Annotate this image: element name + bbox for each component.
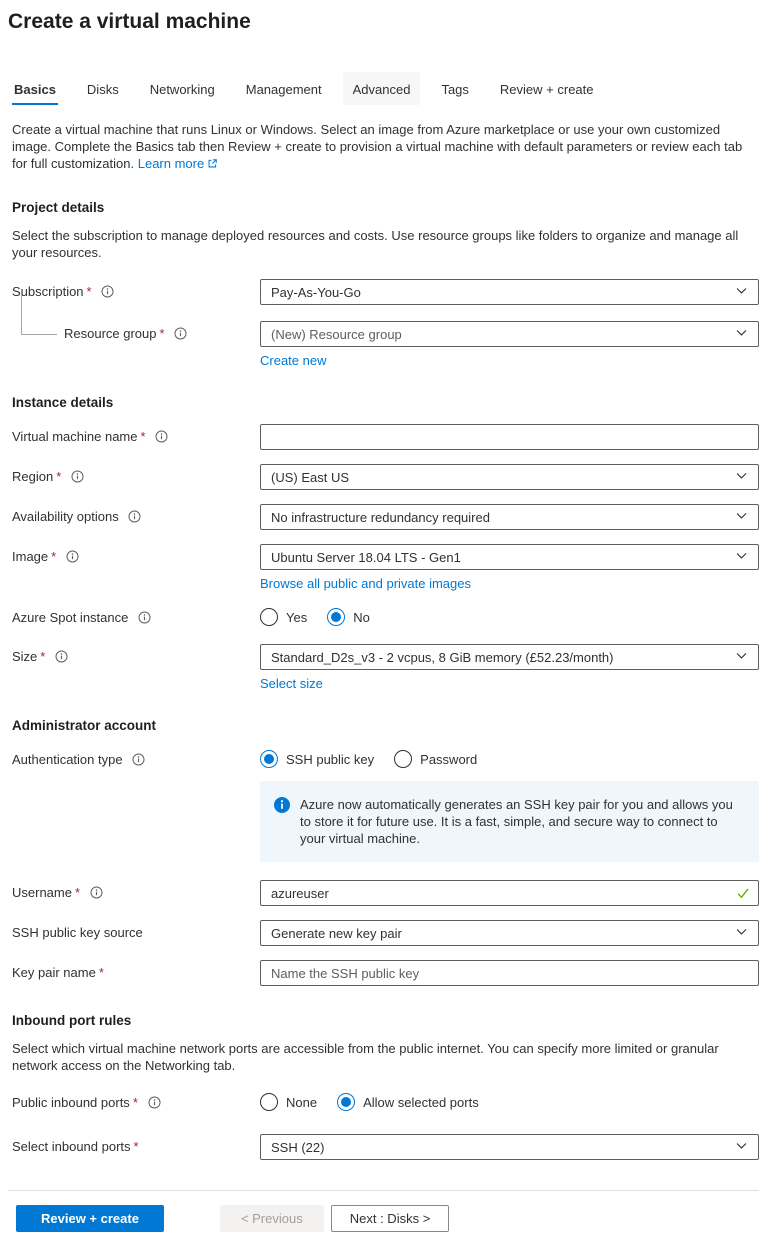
tab-basics[interactable]: Basics	[12, 72, 58, 105]
username-row	[12, 880, 759, 906]
required-marker: *	[98, 965, 104, 980]
username-input[interactable]	[260, 880, 759, 906]
image-select[interactable]	[260, 544, 759, 570]
select-inbound-ports-label: Select inbound ports	[12, 1139, 131, 1154]
instance-details-heading: Instance details	[12, 395, 114, 410]
auth-option-ssh-key[interactable]	[260, 750, 374, 768]
availability-options-info-icon[interactable]	[128, 510, 141, 526]
valid-check-icon	[736, 886, 750, 903]
azure-spot-control-cell	[260, 605, 759, 627]
public-inbound-ports-control-cell	[260, 1090, 759, 1112]
vm-name-control-cell	[260, 424, 759, 450]
chevron-down-icon	[735, 326, 748, 342]
required-marker: *	[56, 469, 62, 484]
resource-group-label-cell	[12, 321, 260, 368]
region-label-cell	[12, 464, 260, 490]
azure-spot-row	[12, 605, 759, 627]
size-row	[12, 644, 759, 691]
chevron-down-icon	[735, 925, 748, 941]
region-row	[12, 464, 759, 490]
required-marker: *	[51, 549, 57, 564]
ssh-key-source-control-cell	[260, 920, 759, 946]
public-inbound-ports-row	[12, 1090, 759, 1112]
intro-body: Create a virtual machine that runs Linux or Windows. Select an image from Azure marketplace or use your own customized image. Complete the Basics tab then Review + create to provision a virtual machine with default parameters or review each tab for full customization.	[12, 122, 743, 171]
subscription-row	[12, 279, 759, 305]
select-inbound-ports-label-cell	[12, 1134, 260, 1160]
resource-group-value: (New) Resource group	[271, 326, 402, 342]
project-details-heading: Project details	[12, 200, 105, 215]
size-label: Size	[12, 649, 38, 664]
size-value: Standard_D2s_v3 - 2 vcpus, 8 GiB memory (£52.23/month)	[271, 649, 614, 665]
external-link-icon	[207, 157, 218, 172]
resource-group-connector	[21, 294, 57, 335]
chevron-down-icon	[735, 549, 748, 565]
key-pair-name-label-cell	[12, 960, 260, 986]
azure-spot-option-no[interactable]	[327, 608, 370, 626]
inbound-allow-selected-label: Allow selected ports	[363, 1094, 479, 1110]
subscription-value: Pay-As-You-Go	[271, 284, 361, 300]
chevron-down-icon	[735, 649, 748, 665]
image-label-cell	[12, 544, 260, 591]
region-info-icon[interactable]	[71, 470, 84, 486]
vm-name-label-cell	[12, 424, 260, 450]
subscription-label: Subscription	[12, 284, 84, 299]
image-row	[12, 544, 759, 591]
size-select[interactable]	[260, 644, 759, 670]
ssh-key-source-select[interactable]	[260, 920, 759, 946]
ssh-info-box	[260, 781, 759, 862]
ssh-info-row	[12, 779, 759, 870]
required-marker: *	[133, 1139, 139, 1154]
ssh-key-source-label: SSH public key source	[12, 925, 143, 940]
key-pair-name-label: Key pair name	[12, 965, 96, 980]
vm-name-input[interactable]	[260, 424, 759, 450]
basics-form	[12, 279, 759, 1160]
availability-options-select[interactable]	[260, 504, 759, 530]
subscription-select[interactable]	[260, 279, 759, 305]
tab-review-create[interactable]: Review + create	[499, 82, 594, 97]
tab-disks[interactable]: Disks	[86, 82, 119, 97]
learn-more-label: Learn more	[137, 156, 205, 171]
ssh-key-source-value: Generate new key pair	[271, 925, 402, 941]
username-label: Username	[12, 885, 72, 900]
azure-spot-option-yes[interactable]	[260, 608, 307, 626]
resource-group-row	[12, 321, 759, 368]
wizard-footer	[8, 1190, 759, 1248]
tab-advanced[interactable]: Advanced	[343, 72, 421, 105]
select-inbound-ports-value: SSH (22)	[271, 1139, 325, 1155]
vm-name-label: Virtual machine name	[12, 429, 138, 444]
select-inbound-ports-row	[12, 1134, 759, 1160]
availability-options-value: No infrastructure redundancy required	[271, 509, 490, 525]
region-label: Region	[12, 469, 54, 484]
availability-options-row	[12, 504, 759, 530]
image-value: Ubuntu Server 18.04 LTS - Gen1	[271, 549, 461, 565]
radio-selected-icon	[327, 608, 345, 626]
image-label: Image	[12, 549, 49, 564]
required-marker: *	[40, 649, 46, 664]
resource-group-info-icon[interactable]	[174, 327, 187, 343]
ssh-info-text: Azure now automatically generates an SSH key pair for you and allows you to store it for future use. It is a fast, simple, and secure way to connect to your virtual machine.	[300, 797, 733, 846]
ssh-key-source-label-cell	[12, 920, 260, 946]
authentication-type-label-cell	[12, 747, 260, 769]
inbound-port-rules-heading: Inbound port rules	[12, 1013, 132, 1028]
resource-group-label: Resource group	[64, 326, 157, 341]
select-inbound-ports-select[interactable]	[260, 1134, 759, 1160]
chevron-down-icon	[735, 1139, 748, 1155]
azure-spot-label-cell	[12, 605, 260, 627]
tab-tags[interactable]: Tags	[441, 82, 469, 97]
region-value: (US) East US	[271, 469, 350, 485]
auth-password-label: Password	[420, 751, 478, 767]
review-create-button[interactable]: Review + create	[16, 1205, 164, 1232]
select-size-link[interactable]: Select size	[260, 676, 323, 691]
required-marker: *	[132, 1095, 138, 1110]
inbound-none-label: None	[286, 1094, 318, 1110]
select-inbound-ports-control-cell	[260, 1134, 759, 1160]
learn-more-link[interactable]	[138, 156, 218, 171]
key-pair-name-input[interactable]	[260, 960, 759, 986]
authentication-type-label: Authentication type	[12, 752, 123, 767]
public-inbound-ports-label: Public inbound ports	[12, 1095, 130, 1110]
username-control-cell	[260, 880, 759, 906]
inbound-port-rules-description: Select which virtual machine network ports are accessible from the public internet. You can specify more limited or granular network access on the Networking tab.	[12, 1041, 719, 1073]
authentication-type-radio-group	[260, 747, 759, 768]
availability-options-label-cell	[12, 504, 260, 530]
project-details-description: Select the subscription to manage deployed resources and costs. Use resource groups like folders to organize and manage all your resources.	[12, 228, 739, 260]
auth-ssh-key-label: SSH public key	[286, 751, 375, 767]
username-label-cell	[12, 880, 260, 906]
vm-name-row	[12, 424, 759, 450]
required-marker: *	[86, 284, 92, 299]
subscription-control-cell	[260, 279, 759, 305]
size-info-icon[interactable]	[55, 650, 68, 666]
authentication-type-row	[12, 747, 759, 769]
region-select[interactable]	[260, 464, 759, 490]
tab-bar	[12, 72, 759, 105]
info-filled-icon	[274, 797, 290, 816]
azure-spot-info-icon[interactable]	[138, 611, 151, 627]
image-info-icon[interactable]	[66, 550, 79, 566]
required-marker: *	[74, 885, 81, 900]
availability-options-label: Availability options	[12, 509, 119, 524]
public-inbound-ports-radio-group	[260, 1090, 759, 1111]
required-marker: *	[140, 429, 146, 444]
azure-spot-label: Azure Spot instance	[12, 610, 129, 625]
vm-name-info-icon[interactable]	[155, 430, 168, 446]
intro-text	[12, 121, 755, 173]
browse-images-link[interactable]: Browse all public and private images	[260, 576, 471, 591]
public-inbound-ports-label-cell	[12, 1090, 260, 1112]
required-marker: *	[159, 326, 165, 341]
region-control-cell	[260, 464, 759, 490]
resource-group-select[interactable]	[260, 321, 759, 347]
key-pair-name-row	[12, 960, 759, 986]
tab-networking[interactable]: Networking	[149, 82, 215, 97]
radio-unselected-icon	[394, 750, 412, 768]
page-title: Create a virtual machine	[8, 10, 251, 33]
auth-option-password[interactable]	[394, 750, 477, 768]
inbound-option-none[interactable]	[260, 1093, 317, 1111]
username-info-icon[interactable]	[90, 886, 103, 902]
inbound-option-allow-selected[interactable]	[337, 1093, 479, 1111]
authentication-type-control-cell	[260, 747, 759, 769]
radio-unselected-icon	[260, 1093, 278, 1111]
radio-selected-icon	[260, 750, 278, 768]
subscription-info-icon[interactable]	[101, 285, 114, 301]
next-disks-button[interactable]: Next : Disks >	[331, 1205, 450, 1232]
azure-spot-no-label: No	[353, 609, 370, 625]
tab-management[interactable]: Management	[245, 82, 322, 97]
public-inbound-ports-info-icon[interactable]	[148, 1096, 161, 1112]
size-label-cell	[12, 644, 260, 691]
administrator-account-heading: Administrator account	[12, 718, 157, 733]
create-new-link[interactable]: Create new	[260, 353, 327, 368]
resource-group-control-cell	[260, 321, 759, 368]
size-control-cell	[260, 644, 759, 691]
azure-spot-yes-label: Yes	[286, 609, 308, 625]
ssh-key-source-row	[12, 920, 759, 946]
key-pair-name-control-cell	[260, 960, 759, 986]
azure-spot-radio-group	[260, 605, 759, 626]
authentication-type-info-icon[interactable]	[132, 753, 145, 769]
chevron-down-icon	[735, 509, 748, 525]
availability-options-control-cell	[260, 504, 759, 530]
radio-selected-icon	[337, 1093, 355, 1111]
chevron-down-icon	[735, 469, 748, 485]
image-control-cell	[260, 544, 759, 591]
radio-unselected-icon	[260, 608, 278, 626]
previous-button[interactable]: < Previous	[220, 1205, 324, 1232]
chevron-down-icon	[735, 284, 748, 300]
